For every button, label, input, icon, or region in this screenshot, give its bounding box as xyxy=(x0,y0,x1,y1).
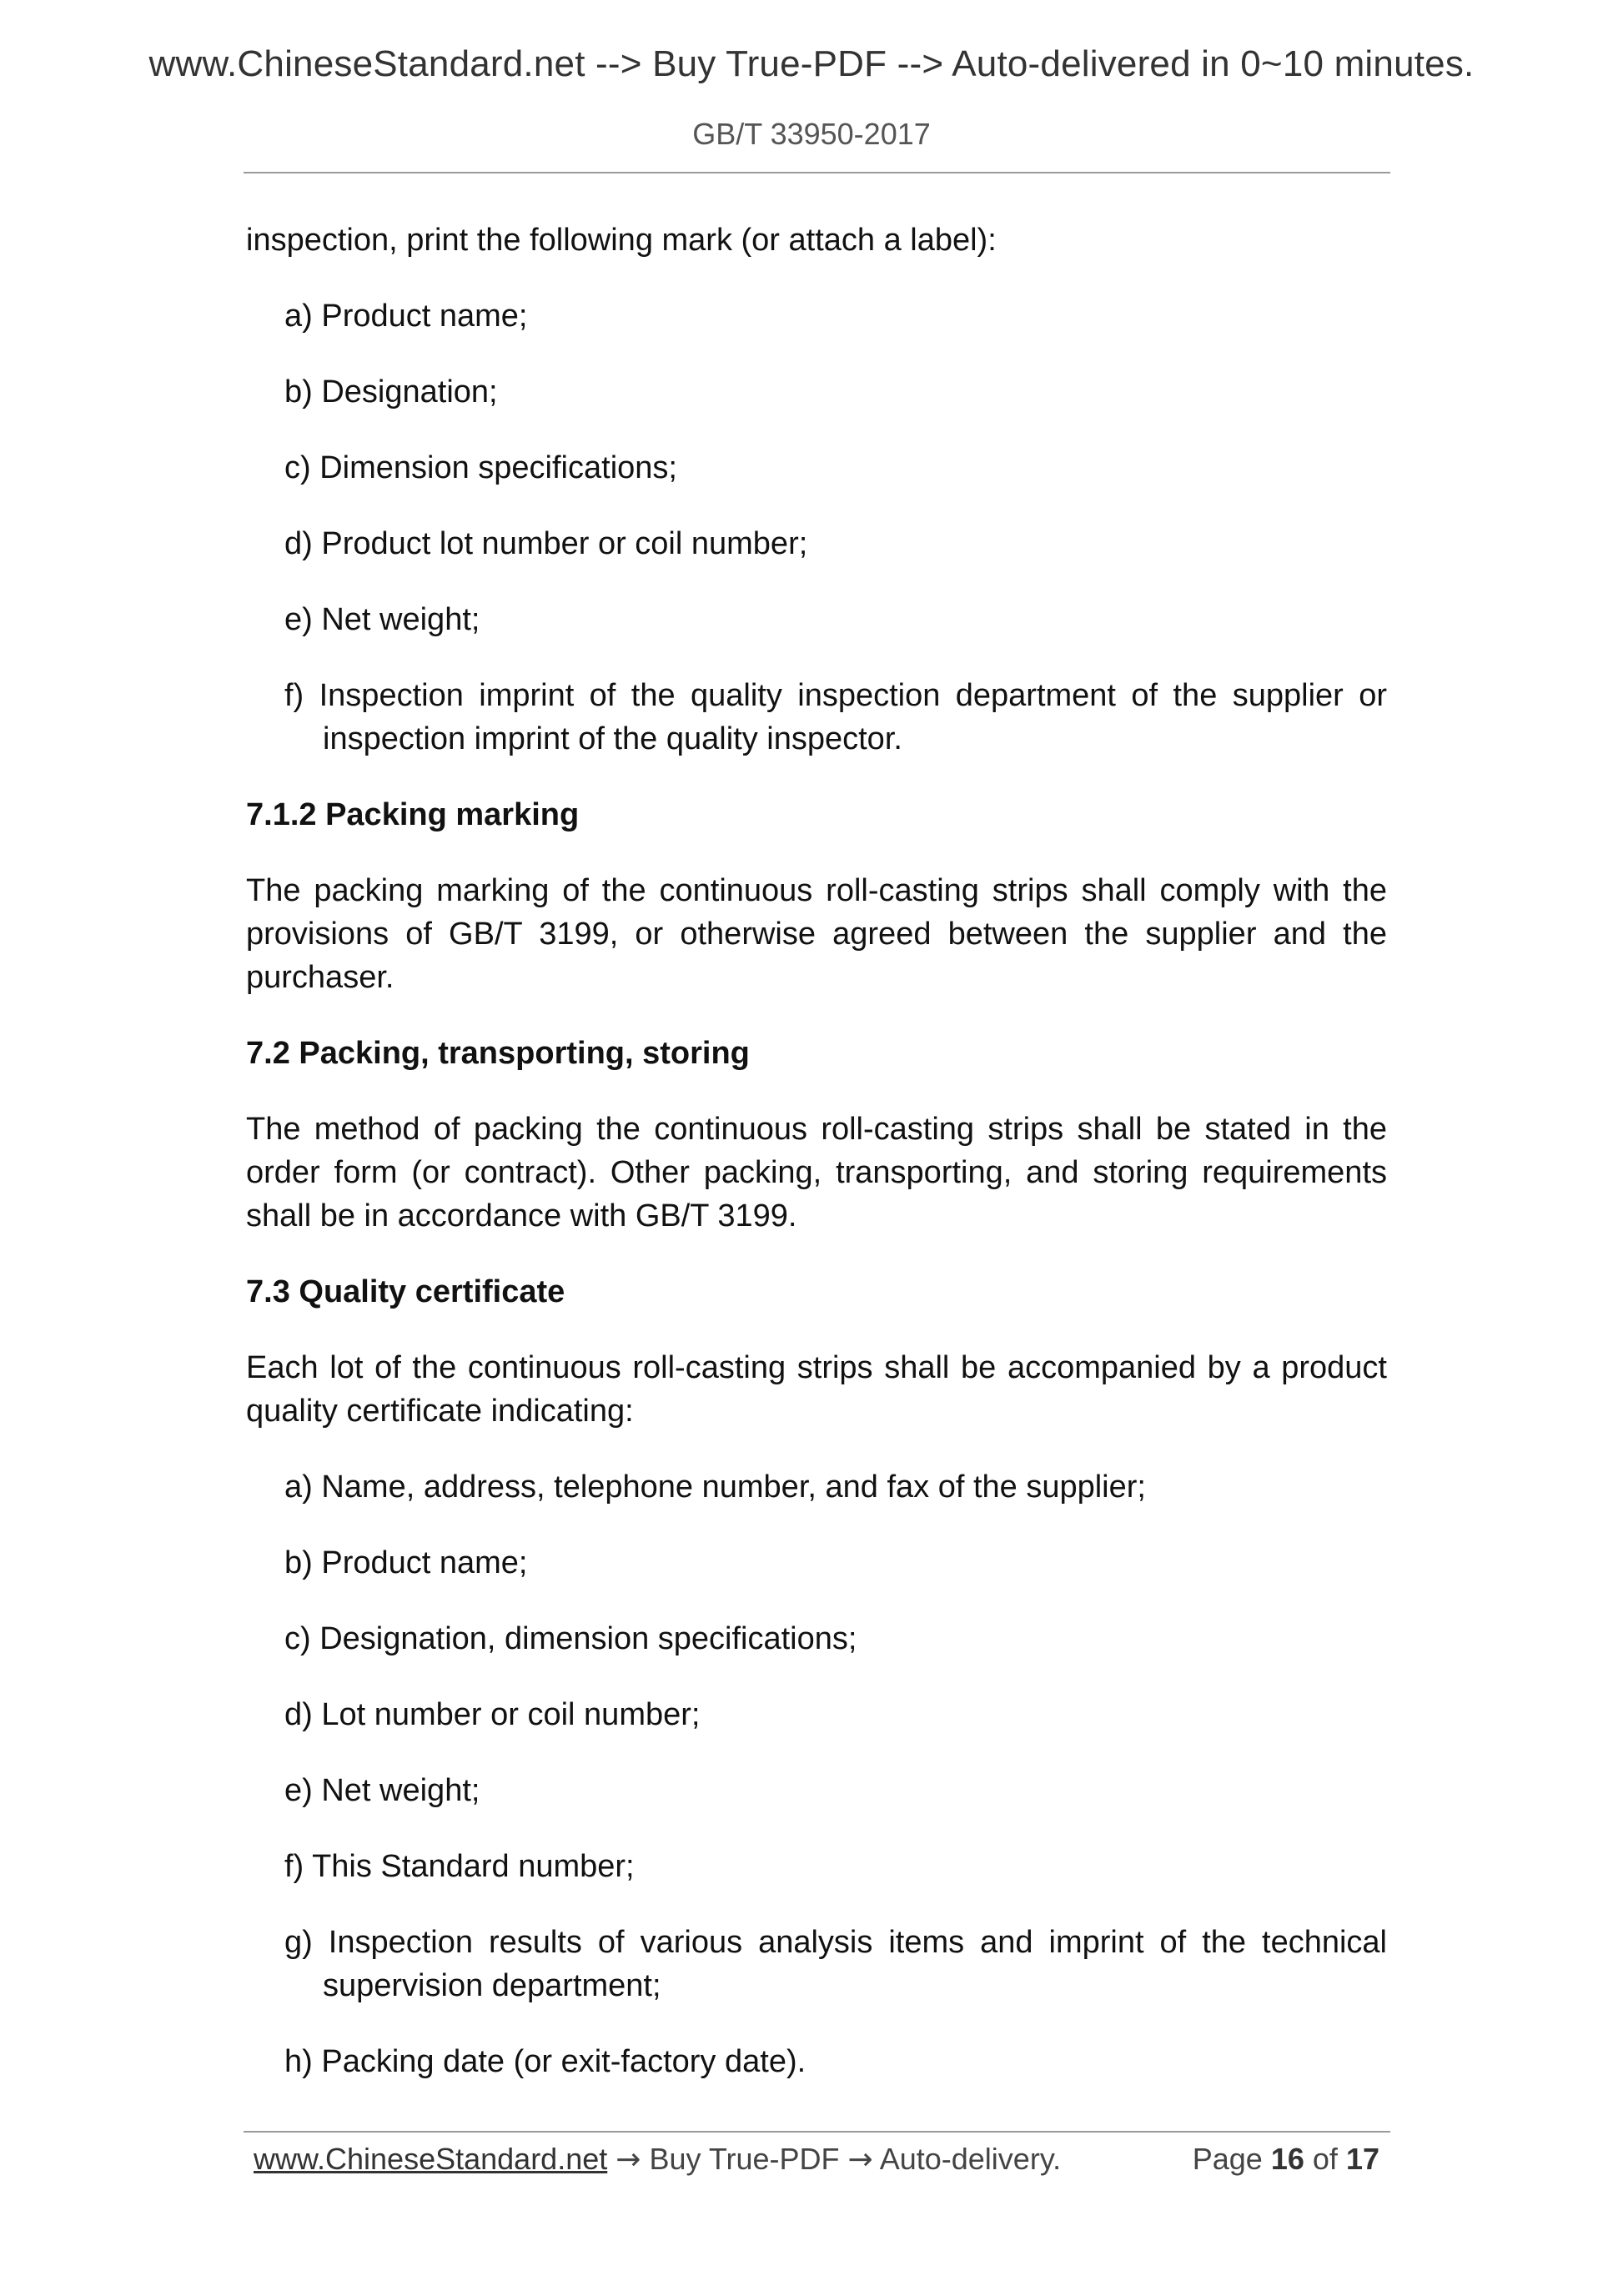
arrow-right-icon: → xyxy=(616,2143,641,2177)
section-text-7-3: Each lot of the continuous roll-casting strips shall be accompanied by a product quality certificate indicating: xyxy=(246,1350,1387,1429)
page-label: Page xyxy=(1192,2142,1263,2176)
site-banner: www.ChineseStandard.net --> Buy True-PDF --> Auto-delivered in 0~10 minutes. xyxy=(148,43,1475,84)
list-item: a) Name, address, telephone number, and fax of the supplier; xyxy=(284,1470,1146,1505)
section-heading-7-3: 7.3 Quality certificate xyxy=(246,1274,565,1309)
section-text-7-1-2: The packing marking of the continuous roll-casting strips shall comply with the provisions of GB/T 3199, or otherwise agreed between the supplier and the purchaser. xyxy=(246,873,1387,995)
list-item: d) Lot number or coil number; xyxy=(284,1697,701,1732)
page-total: 17 xyxy=(1345,2142,1379,2176)
list-item: g) Inspection results of various analysis items and imprint of the technical supervision department; xyxy=(284,1925,1387,2003)
footer-promo xyxy=(254,2135,1061,2184)
list-item: c) Designation, dimension specifications; xyxy=(284,1621,857,1656)
list-item: b) Designation; xyxy=(284,374,498,409)
section-heading-7-1-2: 7.1.2 Packing marking xyxy=(246,797,580,832)
page-content xyxy=(246,219,1387,2116)
intro-text: inspection, print the following mark (or attach a label): xyxy=(246,223,997,258)
certificate-list xyxy=(246,1465,1387,2083)
page-current: 16 xyxy=(1270,2142,1304,2176)
list-item: h) Packing date (or exit-factory date). xyxy=(284,2044,806,2079)
list-item: c) Dimension specifications; xyxy=(284,450,677,485)
section-heading-7-2: 7.2 Packing, transporting, storing xyxy=(246,1036,750,1071)
page-indicator xyxy=(1193,2135,1379,2183)
mark-list xyxy=(246,294,1387,761)
footer-delivery-text: Auto-delivery. xyxy=(879,2142,1062,2176)
header-divider xyxy=(244,172,1390,173)
page-footer xyxy=(254,2135,1379,2185)
list-item: d) Product lot number or coil number; xyxy=(284,526,808,561)
list-item: b) Product name; xyxy=(284,1545,528,1580)
list-item: e) Net weight; xyxy=(284,602,480,637)
footer-divider xyxy=(244,2131,1390,2133)
list-item: f) This Standard number; xyxy=(284,1849,635,1884)
document-code: GB/T 33950-2017 xyxy=(692,117,931,151)
footer-site-link[interactable]: www.ChineseStandard.net xyxy=(254,2142,608,2176)
list-item: a) Product name; xyxy=(284,299,528,334)
arrow-right-icon: → xyxy=(847,2143,873,2177)
footer-buy-text: Buy True-PDF xyxy=(649,2142,840,2176)
list-item: f) Inspection imprint of the quality inspection department of the supplier or inspection imprint of the quality inspector. xyxy=(284,678,1387,756)
of-label: of xyxy=(1312,2142,1338,2176)
list-item: e) Net weight; xyxy=(284,1773,480,1808)
section-text-7-2: The method of packing the continuous roll-casting strips shall be stated in the order form (or contract). Other packing, transporting, and storing requirements shall be in accordance with GB/T 3199. xyxy=(246,1112,1387,1233)
